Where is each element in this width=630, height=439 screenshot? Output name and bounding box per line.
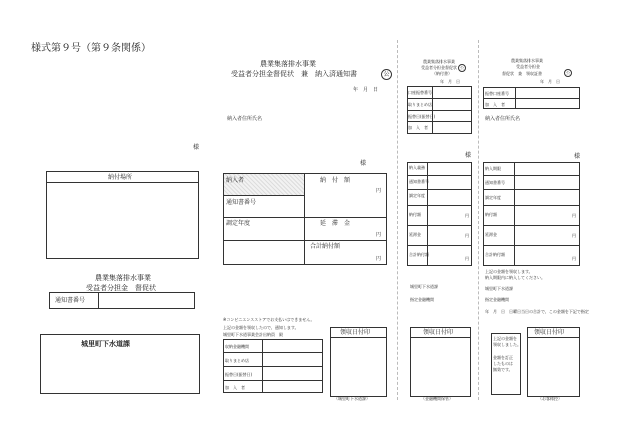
col4-note-2: 納入期限内に納入してください。 (485, 275, 545, 280)
center-yen-3: 円 (376, 256, 382, 262)
stamp-label-city: 領収日付印 (340, 329, 371, 336)
small-row-1: 収納金融機関 (225, 344, 249, 349)
col3-row-4: 加 入 者 (408, 125, 428, 130)
payment-place-label: 納付場所 (108, 174, 133, 181)
perforation-1 (397, 40, 398, 400)
center-yen-1: 円 (376, 188, 382, 194)
col4-main-table (483, 162, 580, 266)
center-note-3: 城里町下水道事業会計出納員 殿 (223, 332, 283, 337)
notice-org: 農業集落排水事業 (260, 60, 316, 68)
col4-item-4: 納付額 (485, 212, 497, 217)
col3-yen-2: 円 (465, 233, 469, 238)
payment-place-box (46, 171, 199, 259)
col4-header-3: 督促状 兼 領収証書 (502, 71, 542, 76)
col3-item-5: 延滞金 (409, 232, 421, 237)
col3-header-2: 受益者分担金督促状 (421, 65, 457, 70)
stamp-label-bank: 領収日付印 (423, 329, 454, 336)
col3-yen-3: 円 (465, 256, 469, 261)
col3-item-1: 納入義務 (409, 165, 425, 170)
stamp-city-owner: （城里町下水道課） (334, 396, 370, 401)
col3-header-1: 農業集落排水事業 (423, 59, 455, 64)
col4-header-2: 受益者分担金 (516, 64, 540, 69)
col4-yen-3: 円 (572, 256, 576, 261)
center-year: 調定年度 (226, 220, 251, 227)
col3-item-6: 合計納付額 (409, 252, 429, 257)
official-seal: 公 (381, 69, 392, 80)
col3-header-3: （納付書） (432, 71, 452, 76)
col3-sama: 様 (465, 152, 472, 159)
col4-seal: 公 (566, 70, 570, 75)
col4-note-4: 指定金融機関 (485, 297, 509, 302)
col3-row-2: 取りまとめ店 (408, 102, 432, 107)
col4-row-1: 振替口座番号 (485, 91, 509, 96)
center-note-1: ※コンビニエンスストアでお支払いはできません。 (223, 317, 315, 322)
col4-date: 年 月 日 (540, 79, 560, 84)
col4-item-1: 納入期限 (485, 166, 501, 171)
col3-item-4: 納付額 (409, 212, 421, 217)
center-amount-label: 納 付 額 (320, 177, 351, 184)
col3-row-3: 振替日(振替日) (408, 114, 436, 119)
sama-right: 様 (360, 160, 367, 167)
center-late-fee: 延 滞 金 (320, 220, 351, 227)
col3-item-3: 調定年度 (409, 193, 425, 198)
col4-note-1: 上記の金額を領収します。 (485, 269, 533, 274)
col4-note-3: 城里町下水道課 (485, 286, 513, 291)
center-yen-2: 円 (376, 232, 382, 238)
receipt-note-3: 金額を訂正 (493, 355, 513, 360)
perforation-2 (478, 40, 479, 400)
center-total: 合計納付額 (310, 243, 341, 250)
stamp-customer-owner: （お客様控） (538, 396, 562, 401)
stamp-label-customer: 領収日付印 (534, 329, 565, 336)
center-notice-no: 通知書番号 (226, 199, 257, 206)
col4-item-2: 通知書番号 (485, 180, 505, 185)
col4-yen-2: 円 (572, 233, 576, 238)
form-id: 様式第９号（第９条関係） (31, 43, 151, 54)
col4-notice-right: 年 月 日 日曜日当日の合計で、この金額を下記で指定 (485, 309, 589, 314)
sama-left: 様 (193, 144, 200, 151)
col3-item-2: 通知書番号 (409, 179, 429, 184)
small-row-4: 加 入 者 (225, 385, 245, 390)
col3-date: 年 月 日 (440, 79, 460, 84)
left-org: 農業集落排水事業 (95, 274, 151, 282)
small-row-2: 取りまとめ店 (225, 358, 249, 363)
col3-note-bank: 指定金融機関 (410, 297, 434, 302)
left-notice-no-label: 通知書番号 (55, 297, 86, 304)
center-payer: 納入者 (226, 177, 245, 184)
receipt-note-2: 領収しました。 (493, 342, 521, 347)
stamp-bank-owner: （金融機関保管） (421, 396, 453, 401)
dept-name: 城里町下水道課 (81, 340, 130, 348)
col4-sama: 様 (574, 153, 581, 160)
receipt-note-5: 無効です。 (493, 367, 513, 372)
notice-date: 年 月 日 (353, 87, 379, 93)
notice-title: 受益者分担金督促状 兼 納入済通知書 (231, 70, 357, 78)
col4-item-5: 延滞金 (485, 232, 497, 237)
col3-row-1: 口座振替番号 (408, 90, 432, 95)
left-title: 受益者分担金 督促状 (86, 284, 156, 292)
col4-yen-1: 円 (572, 213, 576, 218)
payer-label: 納入者住所氏名 (227, 116, 263, 122)
receipt-note-1: 上記の金額を (493, 336, 517, 341)
col3-note-dept: 城里町下水道課 (410, 284, 438, 289)
col4-row-2: 加 入 者 (485, 102, 505, 107)
receipt-note-4: したものは (493, 361, 513, 366)
col4-item-3: 調定年度 (485, 195, 501, 200)
small-row-3: 振替日(振替日) (225, 372, 253, 377)
col4-payer-label: 納入者住所氏名 (485, 116, 521, 122)
col3-seal: 公 (460, 65, 464, 70)
col4-header-1: 農業集落排水事業 (511, 58, 543, 63)
col4-item-6: 合計納付額 (485, 252, 505, 257)
center-note-2: 上記の金額を領収したので、通知します。 (223, 325, 299, 330)
col3-yen-1: 円 (465, 213, 469, 218)
